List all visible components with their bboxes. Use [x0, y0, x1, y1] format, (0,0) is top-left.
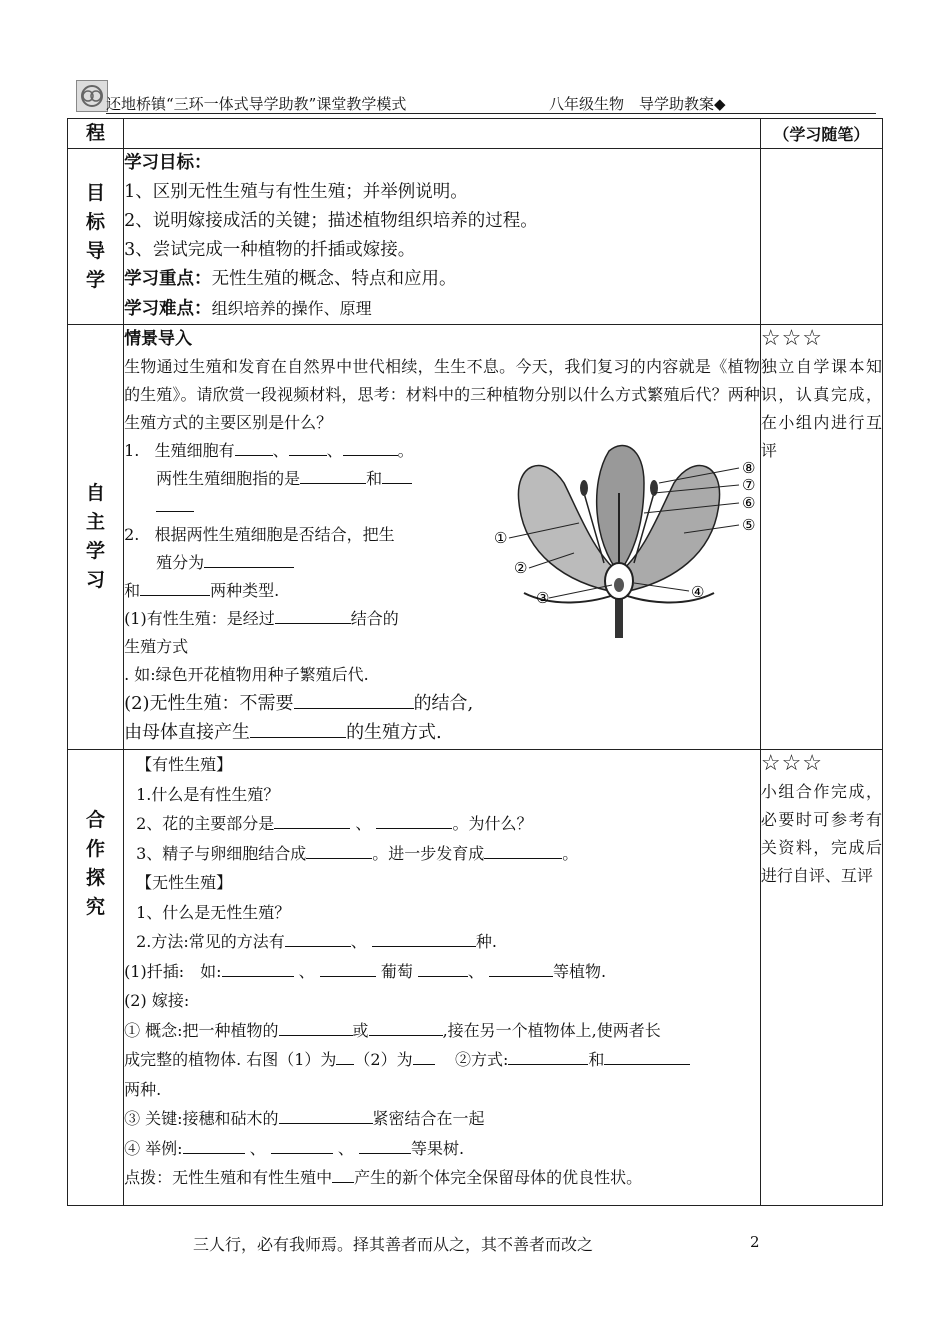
- header-title: 还地桥镇“三环一体式导学助教”课堂教学模式: [106, 95, 407, 113]
- rating-stars: ☆☆☆: [760, 751, 824, 776]
- coop-label: 合 作 探 究: [68, 750, 124, 1206]
- header-rule: [106, 113, 876, 114]
- school-logo-icon: [76, 80, 108, 112]
- self-study-label: 自 主 学 习: [68, 325, 124, 750]
- fig-label-2: ②: [514, 559, 528, 577]
- rating-stars: ☆☆☆: [760, 326, 824, 351]
- objectives-content: [124, 149, 761, 325]
- scene-intro-title: 情景导入: [124, 329, 193, 349]
- asexual-q1: 1、什么是无性生殖？: [136, 902, 291, 922]
- lesson-table: [67, 118, 883, 1206]
- coop-content: [124, 750, 761, 1206]
- sexual-q1: 1.什么是有性生殖？: [136, 784, 280, 804]
- objective-item: 3、尝试完成一种植物的扦插或嫁接。: [124, 240, 416, 260]
- coop-notes: [760, 750, 882, 1206]
- fig-label-6: ⑥: [742, 494, 756, 512]
- self-study-content: [124, 325, 761, 750]
- page-header: [76, 80, 876, 114]
- asexual-q2: 2.方法:常见的方法有 、 种.: [124, 927, 760, 957]
- grafting-concept: ① 概念:把一种植物的 或 ,接在另一个植物体上,使两者长: [124, 1016, 760, 1046]
- fig-label-5: ⑤: [742, 516, 756, 534]
- process-label: 程: [68, 119, 124, 149]
- key-points: 学习重点：无性生殖的概念、特点和应用。: [124, 269, 457, 289]
- header-subject: 八年级生物 导学助教案◆: [549, 95, 726, 113]
- notes-header: （学习随笔）: [760, 119, 882, 149]
- sexual-q2: 2、花的主要部分是 、 。为什么？: [124, 809, 760, 839]
- footer-motto: 三人行，必有我师焉。择其善者而从之，其不善者而改之: [193, 1235, 594, 1254]
- page-number: 2: [750, 1233, 760, 1251]
- sexual-repro-definition: (1)有性生殖：是经过 结合的 生殖方式 . 如:绿色开花植物用种子繁殖后代.: [124, 605, 760, 689]
- objectives-label: 目 标 导 学: [68, 149, 124, 325]
- coop-instructions: 小组合作完成，必要时可参考有关资料，完成后进行自评、互评: [760, 782, 882, 885]
- question-2: 2. 根据两性生殖细胞是否结合，把生 殖分为 和 两种类型.: [124, 525, 395, 600]
- tip-line: 点拨：无性生殖和有性生殖中 产生的新个体完全保留母体的优良性状。: [124, 1163, 760, 1193]
- sexual-heading: 【有性生殖】: [136, 755, 233, 774]
- grafting-heading: (2) 嫁接:: [124, 991, 190, 1010]
- grafting-examples: ④ 举例: 、 、 等果树.: [124, 1134, 760, 1164]
- fig-label-8: ⑧: [742, 459, 756, 477]
- flower-structure-figure: [484, 443, 754, 643]
- objective-item: 1、区别无性生殖与有性生殖；并举例说明。: [124, 182, 468, 202]
- grafting-figure-line: 成完整的植物体. 右图（1）为 （2）为 ②方式: 和: [124, 1045, 760, 1075]
- self-study-instructions: 独立自学课本知识，认真完成，在小组内进行互评: [760, 357, 882, 460]
- fig-label-3: ③: [536, 589, 550, 607]
- fig-label-1: ①: [494, 529, 508, 547]
- question-1: 1. 生殖细胞有 、 、 。 两性生殖细胞指的是 和: [124, 437, 454, 521]
- scene-intro-text: 生物通过生殖和发育在自然界中世代相续，生生不息。今天，我们复习的内容就是《植物的生殖》。请欣赏一段视频材料，思考：材料中的三种植物分别以什么方式繁殖后代？两种生殖方式的主要区别是什么？: [124, 357, 760, 432]
- grafting-methods-end: 两种.: [124, 1079, 162, 1099]
- cutting-line: (1)扦插: 如: 、 葡萄 、 等植物.: [124, 957, 760, 987]
- objectives-notes-cell: [760, 149, 882, 325]
- asexual-repro-definition: (2)无性生殖：不需要 的结合, 由母体直接产生 的生殖方式.: [124, 689, 760, 747]
- objectives-title: 学习目标：: [124, 153, 212, 173]
- objective-item: 2、说明嫁接成活的关键；描述植物组织培养的过程。: [124, 211, 538, 231]
- fig-label-7: ⑦: [742, 476, 756, 494]
- fig-label-4: ④: [691, 583, 705, 601]
- process-empty-cell: [124, 119, 761, 149]
- grafting-key: ③ 关键:接穗和砧木的 紧密结合在一起: [124, 1104, 760, 1134]
- sexual-q3: 3、精子与卵细胞结合成 。进一步发育成 。: [124, 839, 760, 869]
- asexual-heading: 【无性生殖】: [136, 873, 233, 892]
- self-study-notes: [760, 325, 882, 750]
- difficult-points: 学习难点：组织培养的操作、原理: [124, 299, 372, 319]
